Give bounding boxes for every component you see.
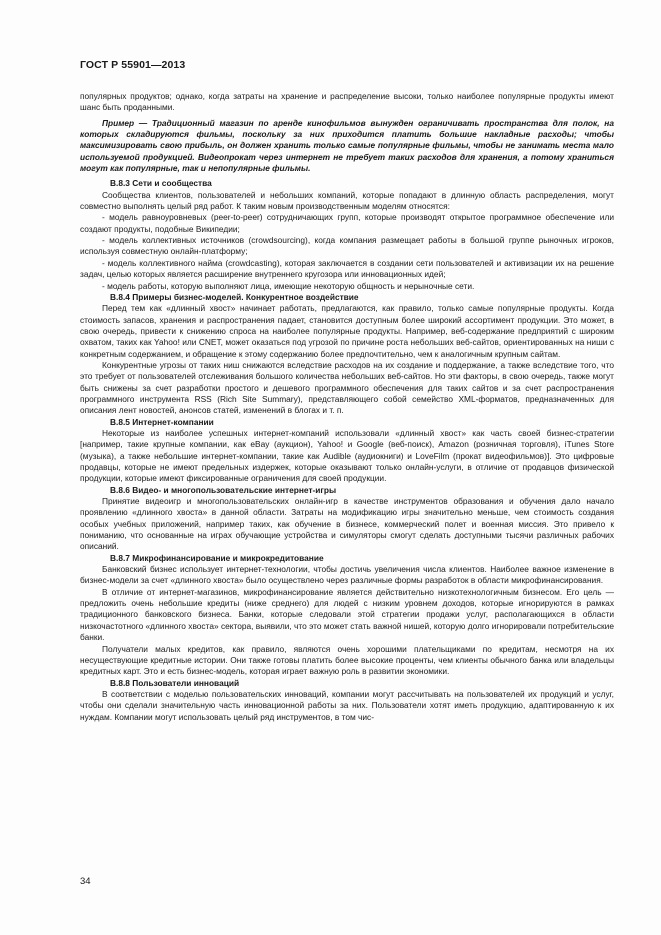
paragraph: Некоторые из наиболее успешных интернет-компаний использовали «длинный хвост» как часть своей бизнес-стратегии [например, такие крупные компании, как eBay (аукцион), Yahoo! и Google (веб-поиск), Amazon (розничная торговля), iTunes Store (музыка), а также небольшие интернет-компании, такие как Audible (аудиокниги) и LoveFilm (прокат видеофильмов)]. Это цифровые продавцы, которые не имеют предельных издержек, которые оказывают только онлайн-услуги, в отличие от продавцов физической продукции, которые имеют фиксированные ограничения для своей продукции.: [80, 427, 614, 484]
list-item: - модель равноуровневых (peer-to-peer) сотрудничающих групп, которые производят открытое программное обеспечение или создают продукты, подобные Википедии;: [80, 212, 614, 234]
section-heading-b88: В.8.8 Пользователи инноваций: [110, 677, 240, 688]
section-heading-b84: В.8.4 Примеры бизнес-моделей. Конкурентное воздействие: [110, 291, 359, 302]
list-item: - модель коллективных источников (crowdsourcing), когда компания размещает работы в большой группе рыночных игроков, используя совместную онлайн-платформу;: [80, 235, 614, 257]
standard-header: ГОСТ Р 55901—2013: [80, 59, 186, 71]
paragraph: Конкурентные угрозы от таких ниш снижаются вследствие расходов на их создание и поддержание, а также вследствие того, что это требует от пользователей отслеживания большого количества небольших веб-сайтов. Но эти факторы, в свою очередь, также могут быть снижены за счет разработки простого и дешевого программного обеспечения для таких сайтов и за счет распространения программного инструмента RSS (Rich Site Summary), представляющего собой семейство XML-форматов, предназначенных для описания лент новостей, анонсов статей, изменений в блогах и т. п.: [80, 359, 614, 416]
paragraph: Принятие видеоигр и многопользовательских онлайн-игр в качестве инструментов образования и обучения дало начало проявлению «длинного хвоста» в данной области. Затраты на модификацию игры значительно меньше, чем стоимость создания особых учебных приложений, например таких, как обучение в бизнесе, коммерческий полет и военная миссия. Это привело к пониманию, что основанные на играх обучающие устройства и симуляторы смогут сделать доступными тысячи различных рабочих описаний.: [80, 496, 614, 552]
page-body: [80, 91, 614, 723]
paragraph: Банковский бизнес использует интернет-технологии, чтобы достичь увеличения числа клиентов. Наиболее важное изменение в бизнес-модели за счет «длинного хвоста» было осуществлено через различные формы разработок в области микрофинансирования.: [80, 564, 614, 586]
paragraph: Получатели малых кредитов, как правило, являются очень хорошими плательщиками по кредитам, несмотря на их несуществующие кредитные истории. Они также готовы платить более высокие проценты, чем клиенты обычного банка или владельцы кредитных карт. Это и есть бизнес-модель, которая играет важную роль в развитии экономики.: [80, 643, 614, 677]
paragraph: В соответствии с моделью пользовательских инноваций, компании могут рассчитывать на пользователей их продукций и услуг, чтобы они сделали значительную часть инновационной работы за них. Пользователи хотят иметь продукцию, адаптированную к их нуждам. Компании могут использовать целый ряд инструментов, в том чис-: [80, 688, 614, 722]
paragraph: В отличие от интернет-магазинов, микрофинансирование является действительно низкотехнологичным бизнесом. Его цель — предложить очень небольшие кредиты (ниже среднего) для людей с низким уровнем доходов, которые игнорируются в рамках традиционного банковского бизнеса. Банки, которые следовали этой стратегии продажи услуг, располагающихся в области низкочастотного «длинного хвоста» сектора, выявили, что это может стать важной нишей, которую долго игнорировали потребительские банки.: [80, 586, 614, 643]
page-number: 34: [80, 876, 91, 887]
section-heading-b86: В.8.6 Видео- и многопользовательские интернет-игры: [110, 484, 337, 495]
section-heading-b87: В.8.7 Микрофинансирование и микрокредитование: [110, 552, 324, 563]
example-note: Пример — Традиционный магазин по аренде кинофильмов вынужден ограничивать пространства для полок, на которых складируются фильмы, поскольку за них приходится платить большие накладные расходы; чтобы максимизировать свою прибыль, он должен хранить только самые популярные фильмы, чтобы не занимать места мало используемой продукцией. Видеопрокат через интернет не требует таких расходов для хранения, а потому храниться могут как популярные, так и непопулярные фильмы.: [80, 117, 614, 174]
paragraph: Перед тем как «длинный хвост» начинает работать, предлагаются, как правило, только самые популярные продукты. Когда стоимость запасов, хранения и распространения падает, становится доступным более широкий ассортимент продукции. Это может, в свою очередь, привести к снижению спроса на наиболее популярные продукты. Например, веб-содержание предприятий с широким охватом, таких как Yahoo! или CNET, может оказаться под угрозой по причине роста небольших веб-сайтов, ориентированных на ниши с конкретным содержанием, и обращение к этому содержанию более предпочтительно, чем к аналогичным крупным сайтам.: [80, 303, 614, 359]
paragraph: популярных продуктов; однако, когда затраты на хранение и распределение высоки, только наиболее популярные продукты имеют шанс быть проданными.: [80, 91, 614, 113]
list-item: - модель коллективного найма (crowdcasting), которая заключается в создании сети пользователей и активизации их на решение задач, целью которых является расширение внутреннего кругозора или инновационных идей;: [80, 257, 614, 280]
paragraph: Сообщества клиентов, пользователей и небольших компаний, которые попадают в длинную область распределения, могут совместно выполнять целый ряд работ. К таким новым производственным моделям относятся:: [80, 189, 614, 212]
section-heading-b85: В.8.5 Интернет-компании: [110, 416, 214, 427]
list-item: - модель работы, которую выполняют лица, имеющие некоторую общность и нерыночные сети.: [102, 280, 475, 291]
section-heading-b83: В.8.3 Сети и сообщества: [110, 178, 212, 189]
